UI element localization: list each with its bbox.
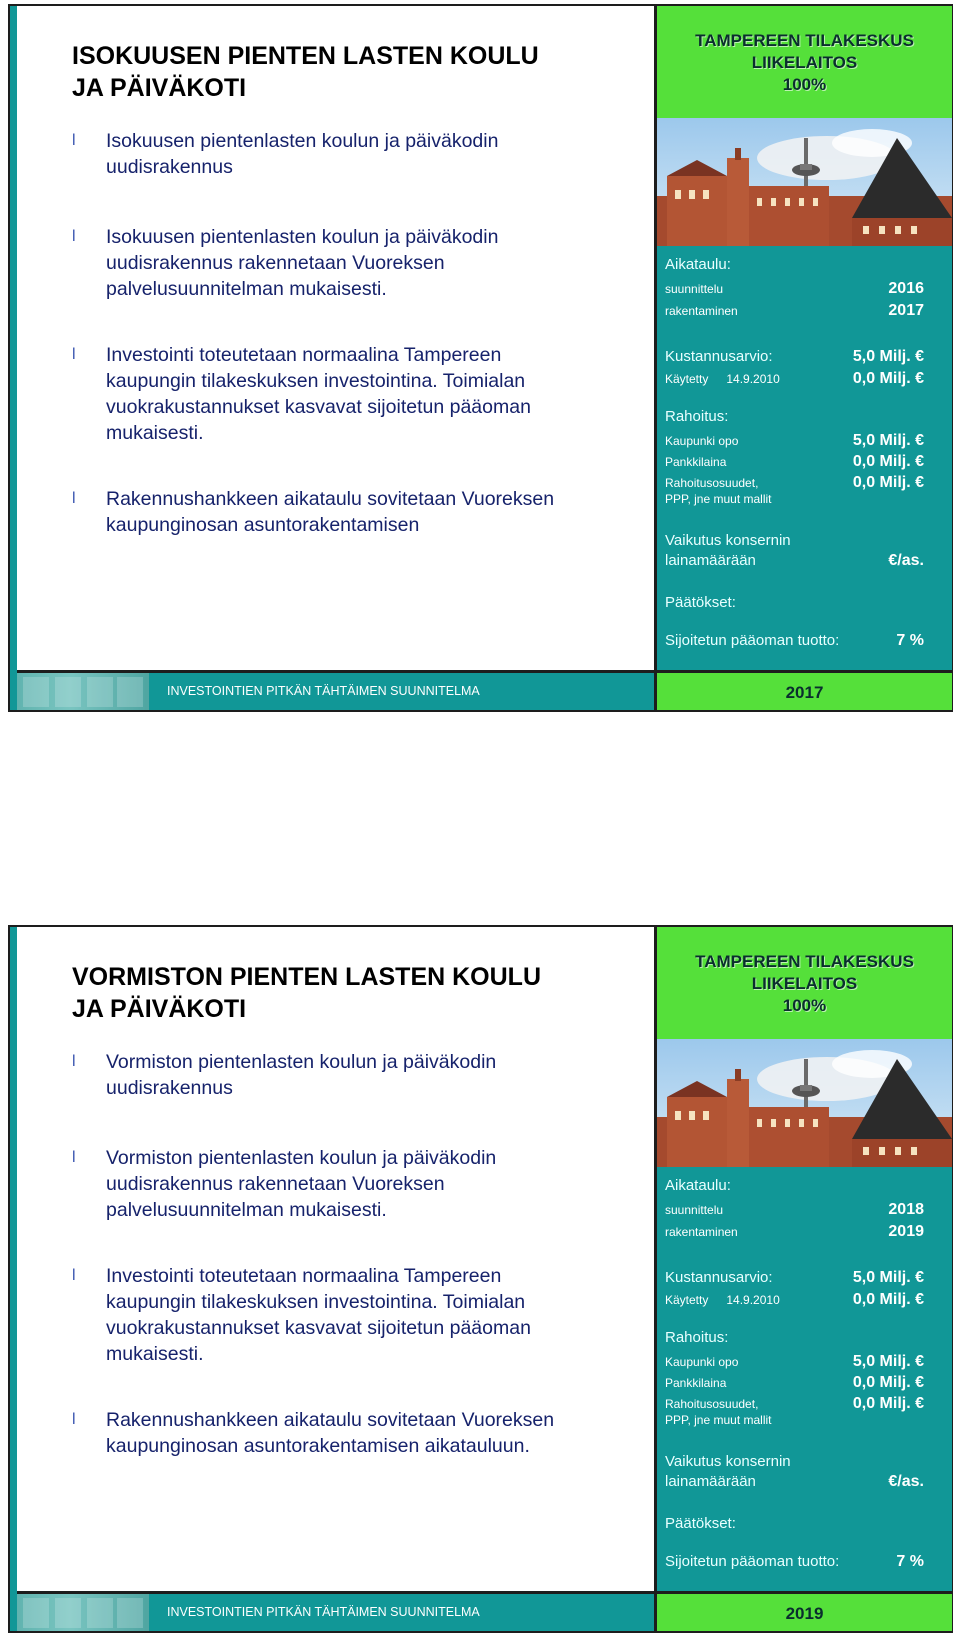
suunnittelu-label: suunnittelu bbox=[665, 1203, 724, 1217]
bullet-marker: l bbox=[72, 1411, 76, 1428]
kaytetty-value: 0,0 Milj. € bbox=[852, 1291, 924, 1308]
bullet-text: Rakennushankkeen aikataulu sovitetaan Vuoreksen kaupunginosan asuntorakentamisen bbox=[106, 488, 555, 536]
title-line-1: VORMISTON PIENTEN LASTEN KOULU bbox=[72, 963, 542, 991]
tuotto-label: Sijoitetun pääoman tuotto: bbox=[665, 632, 840, 649]
kaytetty-label: Käytetty bbox=[665, 1293, 709, 1307]
slide-footer bbox=[17, 670, 654, 710]
ownership-percent: 100% bbox=[782, 996, 827, 1015]
building-photo-icon bbox=[657, 118, 952, 246]
kustannusarvio-row bbox=[665, 348, 924, 366]
year-value: 2019 bbox=[785, 1604, 824, 1623]
panel-header bbox=[657, 6, 952, 118]
rahoitusuudet-label: Rahoitusosuudet, bbox=[665, 1397, 759, 1411]
title-line-2: JA PÄIVÄKOTI bbox=[72, 995, 247, 1023]
footer-decoration bbox=[17, 1594, 149, 1631]
kaupunki-label: Kaupunki opo bbox=[665, 1355, 739, 1369]
kaytetty-row bbox=[665, 370, 924, 388]
left-accent-strip bbox=[10, 6, 17, 710]
bullet-marker: l bbox=[72, 1149, 76, 1166]
rakentaminen-row bbox=[665, 1223, 924, 1241]
tuotto-value: 7 % bbox=[896, 632, 924, 649]
bullet-marker: l bbox=[72, 346, 76, 363]
vaikutus-row bbox=[665, 552, 924, 570]
building-photo-icon bbox=[657, 1039, 952, 1167]
aikataulu-label: Aikataulu: bbox=[665, 256, 731, 273]
bullet-text: Investointi toteutetaan normaalina Tampereen kaupungin tilakeskuksen investointina. Toimialan vuokrakustannukset kasvavat sijoitetun pääoman mukaisesti. bbox=[106, 1265, 531, 1365]
org-type: LIIKELAITOS bbox=[751, 974, 858, 993]
kaupunki-label: Kaupunki opo bbox=[665, 434, 739, 448]
bullet-text: Vormiston pientenlasten koulun ja päiväkodin uudisrakennus rakennetaan Vuoreksen palvelusuunnitelman mukaisesti. bbox=[106, 1147, 497, 1221]
tuotto-row bbox=[665, 632, 924, 650]
org-name: TAMPEREEN TILAKESKUS bbox=[695, 952, 914, 971]
org-name: TAMPEREEN TILAKESKUS bbox=[695, 31, 914, 50]
year-box bbox=[654, 1591, 952, 1631]
slide-title bbox=[72, 961, 541, 1025]
bullet-item bbox=[72, 1407, 642, 1459]
kustannusarvio-value: 5,0 Milj. € bbox=[852, 1269, 924, 1286]
kaytetty-date: 14.9.2010 bbox=[726, 372, 780, 386]
kaytetty-label: Käytetty bbox=[665, 372, 709, 386]
bullet-marker: l bbox=[72, 228, 76, 245]
bullet-item bbox=[72, 1049, 642, 1101]
bullet-marker: l bbox=[72, 132, 76, 149]
suunnittelu-row bbox=[665, 280, 924, 298]
kaupunki-row bbox=[665, 432, 924, 450]
suunnittelu-value: 2016 bbox=[888, 280, 924, 297]
tuotto-row bbox=[665, 1553, 924, 1571]
bullet-item bbox=[72, 1263, 642, 1367]
slide-vormisto bbox=[8, 925, 953, 1633]
footer-text: INVESTOINTIEN PITKÄN TÄHTÄIMEN SUUNNITELMA bbox=[167, 684, 480, 698]
rahoitusuudet-value: 0,0 Milj. € bbox=[852, 1395, 924, 1412]
kustannusarvio-row bbox=[665, 1269, 924, 1287]
bullet-item bbox=[72, 342, 642, 446]
kaupunki-value: 5,0 Milj. € bbox=[852, 1353, 924, 1370]
tuotto-value: 7 % bbox=[896, 1553, 924, 1570]
bullet-item bbox=[72, 224, 642, 302]
bullet-text: Rakennushankkeen aikataulu sovitetaan Vuoreksen kaupunginosan asuntorakentamisen aikatauluun. bbox=[106, 1409, 555, 1457]
rahoitus-label: Rahoitus: bbox=[665, 408, 729, 425]
paatokset-label: Päätökset: bbox=[665, 594, 736, 611]
kustannusarvio-value: 5,0 Milj. € bbox=[852, 348, 924, 365]
kaupunki-value: 5,0 Milj. € bbox=[852, 432, 924, 449]
title-line-2: JA PÄIVÄKOTI bbox=[72, 74, 247, 102]
left-accent-strip bbox=[10, 927, 17, 1631]
kaytetty-value: 0,0 Milj. € bbox=[852, 370, 924, 387]
footer-text: INVESTOINTIEN PITKÄN TÄHTÄIMEN SUUNNITELMA bbox=[167, 1605, 480, 1619]
bullet-text: Isokuusen pientenlasten koulun ja päiväkodin uudisrakennus bbox=[106, 130, 499, 178]
vaikutus-label-1: Vaikutus konsernin bbox=[665, 1453, 791, 1470]
kustannusarvio-label: Kustannusarvio: bbox=[665, 348, 773, 365]
bullet-marker: l bbox=[72, 1053, 76, 1070]
vaikutus-label-2: lainamäärään bbox=[665, 552, 756, 569]
aikataulu-label: Aikataulu: bbox=[665, 1177, 731, 1194]
bullet-text: Investointi toteutetaan normaalina Tampereen kaupungin tilakeskuksen investointina. Toimialan vuokrakustannukset kasvavat sijoitetun pääoman mukaisesti. bbox=[106, 344, 531, 444]
slide-isokuusi bbox=[8, 4, 953, 712]
bullet-text: Isokuusen pientenlasten koulun ja päiväkodin uudisrakennus rakennetaan Vuoreksen palvelusuunnitelman mukaisesti. bbox=[106, 226, 499, 300]
panel-header bbox=[657, 927, 952, 1039]
rahoitus-label: Rahoitus: bbox=[665, 1329, 729, 1346]
bullet-marker: l bbox=[72, 1267, 76, 1284]
rahoitusuudet-value: 0,0 Milj. € bbox=[852, 474, 924, 491]
bullet-marker: l bbox=[72, 490, 76, 507]
pankkilaina-label: Pankkilaina bbox=[665, 1376, 727, 1390]
suunnittelu-value: 2018 bbox=[888, 1201, 924, 1218]
pankkilaina-label: Pankkilaina bbox=[665, 455, 727, 469]
rahoitusuudet-row bbox=[665, 474, 924, 492]
vaikutus-label-2: lainamäärään bbox=[665, 1473, 756, 1490]
info-panel bbox=[654, 6, 952, 710]
year-box bbox=[654, 670, 952, 710]
bullet-item bbox=[72, 1145, 642, 1223]
slide-footer bbox=[17, 1591, 654, 1631]
rakentaminen-row bbox=[665, 302, 924, 320]
kustannusarvio-label: Kustannusarvio: bbox=[665, 1269, 773, 1286]
suunnittelu-label: suunnittelu bbox=[665, 282, 724, 296]
title-line-1: ISOKUUSEN PIENTEN LASTEN KOULU bbox=[72, 42, 539, 70]
year-value: 2017 bbox=[785, 683, 824, 702]
tuotto-label: Sijoitetun pääoman tuotto: bbox=[665, 1553, 840, 1570]
kaytetty-row bbox=[665, 1291, 924, 1309]
rakentaminen-value: 2017 bbox=[888, 302, 924, 319]
info-panel bbox=[654, 927, 952, 1631]
vaikutus-row bbox=[665, 1473, 924, 1491]
rakentaminen-label: rakentaminen bbox=[665, 304, 738, 318]
bullet-item bbox=[72, 486, 642, 538]
footer-decoration bbox=[17, 673, 149, 710]
rahoitusuudet-label: Rahoitusosuudet, bbox=[665, 476, 759, 490]
rakentaminen-label: rakentaminen bbox=[665, 1225, 738, 1239]
kaytetty-date: 14.9.2010 bbox=[726, 1293, 780, 1307]
suunnittelu-row bbox=[665, 1201, 924, 1219]
ppp-label: PPP, jne muut mallit bbox=[665, 1413, 772, 1427]
paatokset-label: Päätökset: bbox=[665, 1515, 736, 1532]
bullet-text: Vormiston pientenlasten koulun ja päiväkodin uudisrakennus bbox=[106, 1051, 497, 1099]
vaikutus-value: €/as. bbox=[888, 552, 924, 569]
pankkilaina-row bbox=[665, 1374, 924, 1392]
org-type: LIIKELAITOS bbox=[751, 53, 858, 72]
ppp-label: PPP, jne muut mallit bbox=[665, 492, 772, 506]
slide-title bbox=[72, 40, 539, 104]
rakentaminen-value: 2019 bbox=[888, 1223, 924, 1240]
pankkilaina-value: 0,0 Milj. € bbox=[852, 453, 924, 470]
pankkilaina-row bbox=[665, 453, 924, 471]
kaupunki-row bbox=[665, 1353, 924, 1371]
bullet-item bbox=[72, 128, 642, 180]
ownership-percent: 100% bbox=[782, 75, 827, 94]
pankkilaina-value: 0,0 Milj. € bbox=[852, 1374, 924, 1391]
rahoitusuudet-row bbox=[665, 1395, 924, 1413]
vaikutus-value: €/as. bbox=[888, 1473, 924, 1490]
vaikutus-label-1: Vaikutus konsernin bbox=[665, 532, 791, 549]
